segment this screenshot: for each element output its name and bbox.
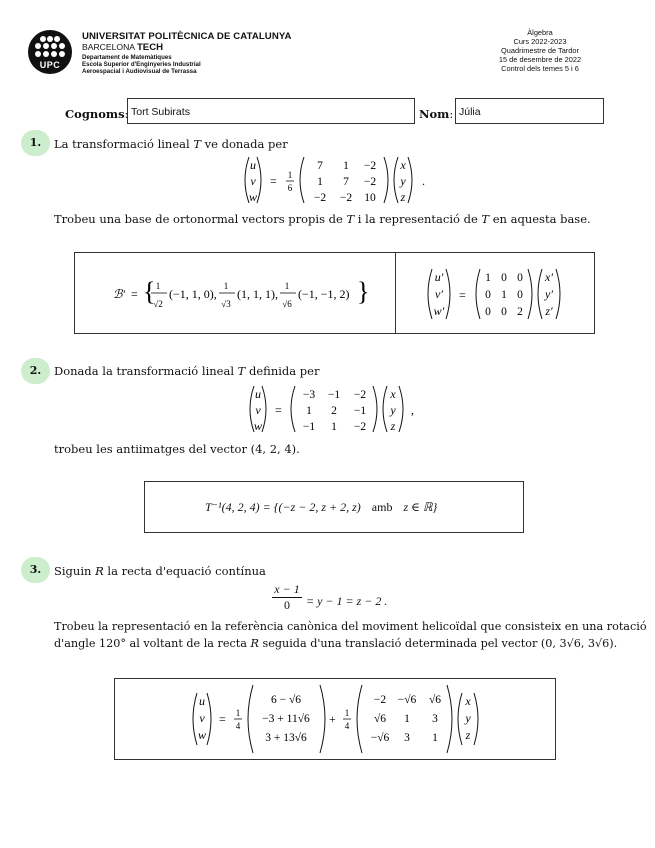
svg-text:−3: −3 bbox=[302, 389, 316, 401]
svg-text:√6: √6 bbox=[428, 694, 442, 706]
svg-text:ℬ′: ℬ′ bbox=[113, 287, 126, 301]
svg-text:=: = bbox=[219, 712, 226, 726]
exam-date: 15 de desembre de 2022 bbox=[498, 55, 582, 64]
logo-dot bbox=[43, 43, 49, 49]
svg-text:−√6: −√6 bbox=[370, 732, 390, 744]
svg-text:u: u bbox=[255, 387, 261, 401]
question-1-answer-representation[interactable] bbox=[395, 252, 595, 334]
svg-text:y′: y′ bbox=[545, 287, 553, 301]
svg-text:−2: −2 bbox=[353, 389, 367, 401]
svg-text:u: u bbox=[199, 694, 205, 708]
svg-text:1: 1 bbox=[331, 421, 337, 433]
logo-dot bbox=[59, 51, 65, 57]
name-label: Nom: bbox=[419, 107, 454, 121]
exam-title: Control dels temes 5 i 6 bbox=[501, 64, 579, 73]
svg-text:1: 1 bbox=[404, 713, 410, 725]
svg-text:=: = bbox=[275, 403, 282, 417]
svg-text:y: y bbox=[390, 403, 396, 417]
campus-suffix: TECH bbox=[136, 42, 164, 53]
svg-text:1: 1 bbox=[287, 170, 293, 180]
svg-text:u′: u′ bbox=[434, 270, 444, 284]
svg-text:1: 1 bbox=[284, 281, 290, 291]
helical-motion-formula bbox=[115, 679, 557, 761]
svg-text:√3: √3 bbox=[221, 299, 231, 309]
svg-text:0: 0 bbox=[517, 289, 523, 301]
question-2-task: trobeu les antiimatges del vector (4, 2, 4). bbox=[54, 442, 300, 456]
question-3-task-line-1: Trobeu la representació en la referència canònica del moviment helicoïdal que consisteix en una rotació bbox=[54, 620, 647, 633]
svg-text:}: } bbox=[357, 277, 370, 306]
logo-dot bbox=[51, 51, 57, 57]
question-3-number: 3. bbox=[21, 557, 50, 583]
fraction-denominator: 0 bbox=[272, 597, 302, 613]
svg-text:0: 0 bbox=[485, 306, 491, 318]
department-name: Departament de Matemàtiques bbox=[82, 54, 172, 61]
svg-text:=: = bbox=[459, 288, 466, 302]
svg-text:6 − √6: 6 − √6 bbox=[270, 694, 302, 706]
svg-text:z: z bbox=[400, 190, 406, 204]
logo-dot bbox=[35, 51, 41, 57]
svg-text:y: y bbox=[400, 174, 406, 188]
svg-text:1: 1 bbox=[501, 289, 507, 301]
logo-dot bbox=[54, 36, 60, 42]
subject: Àlgebra bbox=[527, 28, 553, 37]
svg-text:−2: −2 bbox=[313, 192, 327, 204]
question-1-answer-basis[interactable] bbox=[74, 252, 396, 334]
svg-text:0: 0 bbox=[485, 289, 491, 301]
svg-text:√6: √6 bbox=[373, 713, 387, 725]
question-2-number: 2. bbox=[21, 358, 50, 384]
svg-text:z: z bbox=[465, 728, 471, 742]
svg-text:√6: √6 bbox=[282, 299, 292, 309]
question-3-intro: Siguin R la recta d'equació contínua bbox=[54, 564, 266, 578]
question-1-task: Trobeu una base de ortonormal vectors propis de T i la representació de T en aquesta base. bbox=[54, 212, 591, 226]
campus-name bbox=[82, 42, 163, 53]
svg-text:z′: z′ bbox=[545, 304, 553, 318]
question-3-equation-rest: = y − 1 = z − 2 . bbox=[306, 594, 388, 608]
svg-text:7: 7 bbox=[317, 160, 323, 172]
svg-text:y: y bbox=[465, 711, 471, 725]
svg-text:v: v bbox=[250, 174, 256, 188]
svg-text:z: z bbox=[390, 419, 396, 433]
surname-field[interactable]: Tort Subirats bbox=[127, 98, 415, 124]
term: Quadrimestre de Tardor bbox=[501, 46, 579, 55]
logo-dot bbox=[40, 36, 46, 42]
question-2-matrix-equation bbox=[245, 384, 425, 434]
svg-text:+: + bbox=[329, 712, 336, 726]
svg-text:x: x bbox=[400, 158, 406, 172]
school-line-1: Escola Superior d'Enginyeries Industrial bbox=[82, 61, 201, 68]
question-1-matrix-equation bbox=[240, 155, 440, 205]
question-2-answer[interactable] bbox=[144, 481, 524, 533]
representation-formula bbox=[396, 253, 596, 335]
question-3-equation-fraction bbox=[272, 582, 302, 613]
school-line-2: Aeroespacial i Audiovisual de Terrassa bbox=[82, 68, 197, 75]
svg-text:w′: w′ bbox=[433, 304, 445, 318]
logo-dot bbox=[51, 43, 57, 49]
svg-text:3: 3 bbox=[404, 732, 410, 744]
logo-dot bbox=[43, 51, 49, 57]
svg-text:√2: √2 bbox=[153, 299, 163, 309]
svg-text:.: . bbox=[422, 174, 425, 188]
logo-dot bbox=[59, 43, 65, 49]
upc-logo bbox=[28, 30, 72, 74]
svg-text:3: 3 bbox=[432, 713, 438, 725]
svg-text:1: 1 bbox=[235, 708, 241, 718]
svg-text:−2: −2 bbox=[363, 160, 377, 172]
question-1-intro: La transformació lineal T ve donada per bbox=[54, 137, 288, 151]
svg-text:−2: −2 bbox=[339, 192, 353, 204]
question-3-task-line-2: d'angle 120° al voltant de la recta R seguida d'una translació determinada pel vector (0, 3√6, 3√6). bbox=[54, 637, 618, 650]
logo-dot bbox=[35, 43, 41, 49]
svg-text:−2: −2 bbox=[353, 421, 367, 433]
svg-text:4: 4 bbox=[235, 721, 241, 731]
svg-text:6: 6 bbox=[287, 183, 293, 193]
svg-text:w: w bbox=[197, 728, 207, 742]
course-info bbox=[470, 28, 610, 73]
fraction-numerator: x − 1 bbox=[274, 582, 300, 596]
svg-text:10: 10 bbox=[364, 192, 376, 204]
name-field[interactable]: Júlia bbox=[455, 98, 604, 124]
svg-text:0: 0 bbox=[501, 306, 507, 318]
campus-prefix: BARCELONA bbox=[82, 42, 135, 52]
svg-text:1: 1 bbox=[306, 405, 312, 417]
svg-text:1: 1 bbox=[432, 732, 438, 744]
svg-text:−1: −1 bbox=[353, 405, 367, 417]
svg-text:=: = bbox=[131, 287, 138, 301]
svg-text:(−1, 1, 0),: (−1, 1, 0), bbox=[169, 287, 217, 301]
question-3-answer[interactable] bbox=[114, 678, 556, 760]
svg-text:1: 1 bbox=[344, 708, 350, 718]
svg-text:1: 1 bbox=[155, 281, 161, 291]
svg-text:1: 1 bbox=[317, 176, 323, 188]
logo-dot bbox=[47, 36, 53, 42]
svg-text:0: 0 bbox=[517, 272, 523, 284]
svg-text:x′: x′ bbox=[545, 270, 553, 284]
question-1-number: 1. bbox=[21, 130, 50, 156]
svg-text:4: 4 bbox=[344, 721, 350, 731]
svg-text:1: 1 bbox=[343, 160, 349, 172]
svg-text:{: { bbox=[143, 277, 156, 306]
question-2-intro: Donada la transformació lineal T definida per bbox=[54, 364, 320, 378]
logo-text: UPC bbox=[39, 60, 61, 70]
svg-text:w: w bbox=[248, 190, 258, 204]
svg-text:v′: v′ bbox=[435, 287, 443, 301]
svg-text:x: x bbox=[465, 694, 471, 708]
svg-text:3 + 13√6: 3 + 13√6 bbox=[265, 732, 307, 744]
svg-text:−3 + 11√6: −3 + 11√6 bbox=[262, 713, 310, 725]
basis-formula bbox=[75, 253, 397, 335]
svg-text:2: 2 bbox=[517, 306, 523, 318]
svg-text:(1, 1, 1),: (1, 1, 1), bbox=[237, 287, 278, 301]
svg-text:v: v bbox=[255, 403, 261, 417]
svg-text:(−1, −1, 2): (−1, −1, 2) bbox=[298, 287, 350, 301]
question-2-answer-text: T⁻¹(4, 2, 4) = {(−z − 2, z + 2, z) amb z ∈ ℝ} bbox=[205, 500, 438, 514]
course-year: Curs 2022-2023 bbox=[513, 37, 567, 46]
surname-label: Cognoms: bbox=[65, 107, 129, 121]
svg-text:0: 0 bbox=[501, 272, 507, 284]
svg-text:v: v bbox=[199, 711, 205, 725]
university-name: UNIVERSITAT POLITÈCNICA DE CATALUNYA bbox=[82, 31, 292, 42]
svg-text:−√6: −√6 bbox=[397, 694, 417, 706]
svg-text:−2: −2 bbox=[373, 694, 387, 706]
svg-text:2: 2 bbox=[331, 405, 337, 417]
svg-text:7: 7 bbox=[343, 176, 349, 188]
svg-text:−2: −2 bbox=[363, 176, 377, 188]
svg-text:u: u bbox=[250, 158, 256, 172]
svg-text:=: = bbox=[270, 174, 277, 188]
svg-text:w: w bbox=[253, 419, 263, 433]
svg-text:1: 1 bbox=[223, 281, 229, 291]
svg-text:,: , bbox=[411, 403, 414, 417]
svg-text:1: 1 bbox=[485, 272, 491, 284]
svg-text:x: x bbox=[390, 387, 396, 401]
svg-text:−1: −1 bbox=[327, 389, 341, 401]
svg-text:−1: −1 bbox=[302, 421, 316, 433]
